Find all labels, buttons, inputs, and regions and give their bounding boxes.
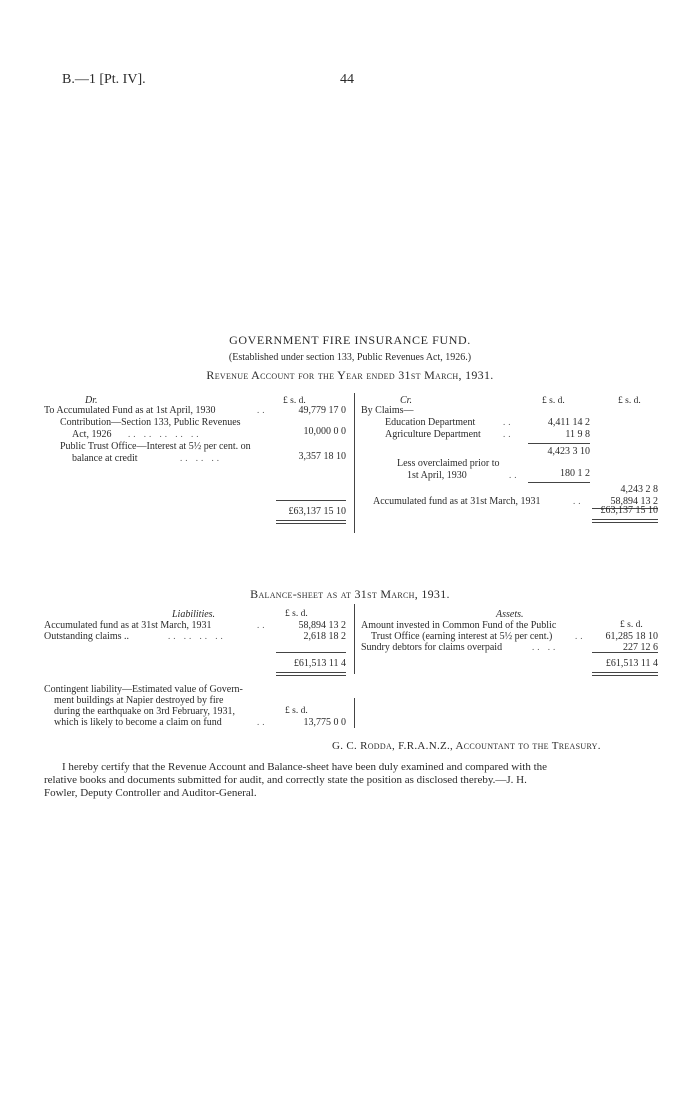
asset-debtors-label: Sundry debtors for claims overpaid	[361, 642, 503, 653]
net-claims-amount: 4,243 2 8	[620, 484, 658, 495]
contingent-line2: ment buildings at Napier destroyed by fire	[54, 695, 224, 706]
contingent-money-head: £ s. d.	[285, 706, 308, 716]
revenue-account-heading: Revenue Account for the Year ended 31st March, 1931.	[206, 368, 494, 382]
leader-dots: ..	[503, 417, 514, 427]
dr-row-accumulated-fund	[44, 405, 216, 417]
contingent-amount: 13,775 0 0	[303, 717, 346, 728]
rule	[528, 482, 590, 483]
column-divider	[354, 604, 355, 674]
contingent-line3: during the earthquake on 3rd February, 1931,	[54, 706, 235, 717]
asset-investment-line2: Trust Office (earning interest at 5½ per cent.)	[371, 631, 553, 642]
document-reference: B.—1 [Pt. IV].	[62, 72, 146, 87]
certificate-line3: Fowler, Deputy Controller and Auditor-General.	[44, 787, 257, 799]
rule	[276, 672, 346, 673]
leader-dots: ..	[509, 470, 520, 480]
asset-investment-line1: Amount invested in Common Fund of the Public	[361, 620, 557, 631]
rule	[592, 652, 658, 653]
dr-row-label: To Accumulated Fund as at 1st April, 1930	[44, 405, 216, 416]
cr-total: £63,137 15 10	[600, 505, 658, 516]
leader-dots: .. .. .. .. ..	[128, 429, 202, 439]
leader-dots: ..	[575, 631, 586, 641]
dr-total: £63,137 15 10	[288, 506, 346, 517]
rule	[276, 500, 346, 501]
balance-sheet-heading: Balance-sheet as at 31st March, 1931.	[250, 587, 450, 601]
rule	[592, 672, 658, 673]
liability-claims-amount: 2,618 18 2	[303, 631, 346, 642]
leader-dots: ..	[257, 405, 268, 415]
liability-accumulated-label: Accumulated fund as at 31st March, 1931	[44, 620, 212, 631]
accountant-signature: G. C. Rodda, F.R.A.N.Z., Accountant to the Treasury.	[332, 740, 601, 752]
rule	[276, 520, 346, 521]
dr-amount: 3,357 18 10	[298, 451, 346, 462]
less-overclaimed-line2: 1st April, 1930	[407, 470, 467, 481]
cr-total-money-head: £ s. d.	[618, 396, 641, 406]
liability-claims-label: Outstanding claims ..	[44, 631, 129, 642]
page-number: 44	[340, 72, 354, 87]
dr-label: Dr.	[85, 395, 98, 406]
less-overclaimed-line1: Less overclaimed prior to	[397, 458, 500, 469]
leader-dots: .. .. .. ..	[168, 631, 226, 641]
fund-subtitle: (Established under section 133, Public Revenues Act, 1926.)	[228, 352, 472, 363]
claim-agriculture-label: Agriculture Department	[385, 429, 481, 440]
dr-amount: 10,000 0 0	[303, 426, 346, 437]
dr-row-interest-line1: Public Trust Office—Interest at 5½ per cent. on	[60, 441, 251, 452]
fund-title: GOVERNMENT FIRE INSURANCE FUND.	[229, 333, 471, 347]
liabilities-total: £61,513 11 4	[293, 658, 346, 669]
assets-label: Assets.	[496, 609, 524, 620]
by-claims-label: By Claims—	[361, 405, 414, 416]
dr-amount: 49,779 17 0	[298, 405, 346, 416]
claim-education-amount: 4,411 14 2	[547, 417, 590, 428]
cr-claims-money-head: £ s. d.	[542, 396, 565, 406]
asset-investment-amount: 61,285 18 10	[605, 631, 658, 642]
dr-row-contribution-line1: Contribution—Section 133, Public Revenues	[60, 417, 241, 428]
dr-row-interest-line2: balance at credit	[72, 453, 138, 464]
asset-debtors-amount: 227 12 6	[623, 642, 658, 653]
certificate-line1: I hereby certify that the Revenue Account and Balance-sheet have been duly examined and compared with the	[62, 761, 548, 773]
assets-money-head: £ s. d.	[620, 620, 643, 630]
contingent-line4: which is likely to become a claim on fund	[54, 717, 222, 728]
leader-dots: ..	[257, 717, 268, 727]
rule	[592, 519, 658, 520]
leader-dots: ..	[573, 496, 584, 506]
contingent-line1: Contingent liability—Estimated value of Govern-	[44, 684, 243, 695]
rule	[276, 523, 346, 524]
claims-subtotal: 4,423 3 10	[547, 446, 590, 457]
rule	[592, 522, 658, 523]
liability-accumulated-amount: 58,894 13 2	[298, 620, 346, 631]
rule	[528, 443, 590, 444]
claim-education-label: Education Department	[385, 417, 476, 428]
liabilities-money-head: £ s. d.	[285, 609, 308, 619]
rule	[276, 675, 346, 676]
assets-total: £61,513 11 4	[605, 658, 658, 669]
rule	[592, 675, 658, 676]
leader-dots: ..	[503, 429, 514, 439]
accumulated-fund-amount: 58,894 13 2	[610, 496, 658, 507]
cr-label: Cr.	[400, 395, 412, 406]
dr-row-contribution-line2: Act, 1926	[72, 429, 112, 440]
liabilities-label: Liabilities.	[172, 609, 216, 620]
leader-dots: .. ..	[532, 642, 559, 652]
column-divider	[354, 698, 355, 728]
accumulated-fund-label: Accumulated fund as at 31st March, 1931	[373, 496, 541, 507]
leader-dots: ..	[257, 620, 268, 630]
column-divider	[354, 393, 355, 533]
certificate-line2: relative books and documents submitted for audit, and correctly state the position as disclosed thereby.—J. H.	[44, 774, 527, 786]
rule	[276, 652, 346, 653]
claim-agriculture-amount: 11 9 8	[565, 429, 590, 440]
dr-money-head: £ s. d.	[283, 396, 306, 406]
less-overclaimed-amount: 180 1 2	[560, 468, 590, 479]
leader-dots: .. .. ..	[180, 453, 222, 463]
